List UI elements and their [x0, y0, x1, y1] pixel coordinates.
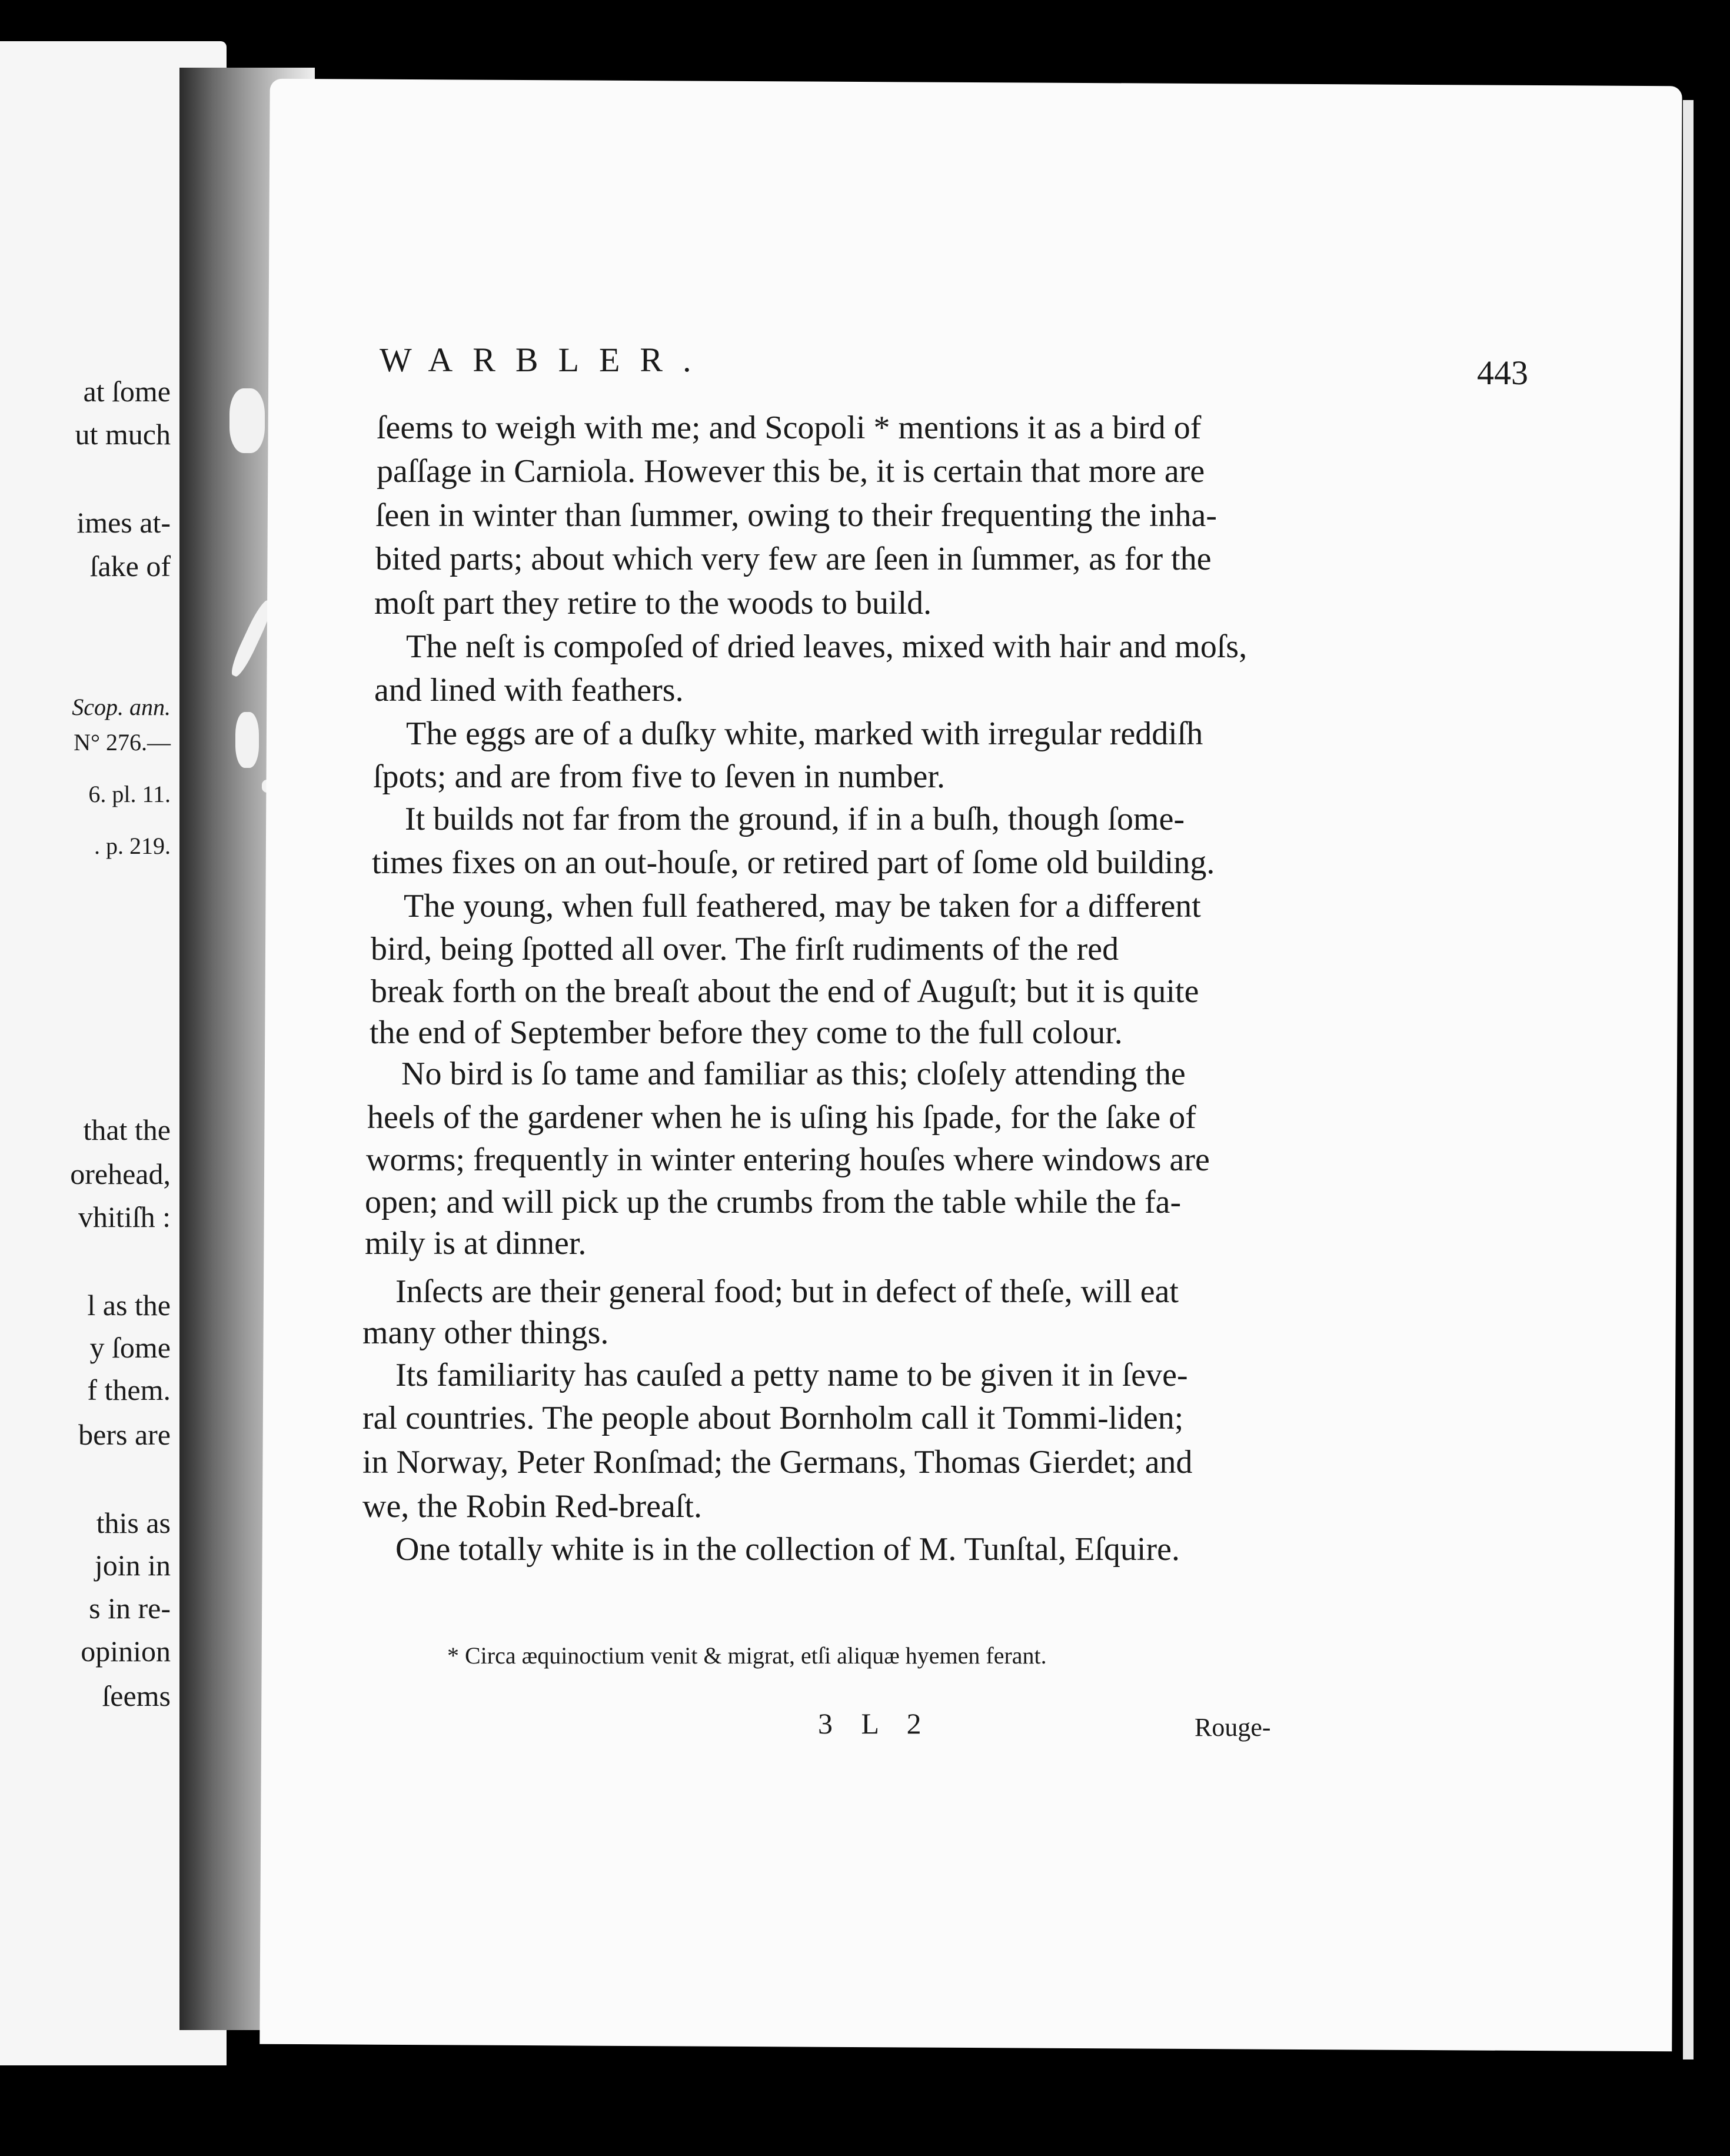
body-line: moſt part they retire to the woods to build. [374, 585, 932, 621]
body-line: ſpots; and are from five to ſeven in number. [373, 758, 945, 795]
left-text-line: at ſome [83, 375, 171, 408]
left-footnote-line: N° 276.— [74, 729, 171, 756]
paper-speck [235, 712, 259, 768]
left-text-line: y ſome [89, 1331, 171, 1364]
left-text-line: vhitiſh : [78, 1200, 171, 1233]
body-line: ral countries. The people about Bornholm call it Tommi-liden; [362, 1400, 1184, 1436]
body-line: the end of September before they come to the full colour. [370, 1014, 1123, 1051]
body-line: we, the Robin Red-breaſt. [362, 1488, 702, 1525]
body-line: in Norway, Peter Ronſmad; the Germans, Thomas Gierdet; and [362, 1444, 1193, 1480]
body-line: ſeen in winter than ſummer, owing to their frequenting the inha- [375, 497, 1217, 534]
left-text-line: ſake of [89, 550, 171, 583]
body-line: It builds not far from the ground, if in a buſh, though ſome- [405, 801, 1185, 837]
body-line: break forth on the breaſt about the end of Auguſt; but it is quite [371, 973, 1199, 1010]
body-line: The young, when full feathered, may be taken for a different [404, 888, 1201, 924]
signature-mark: 3 L 2 [818, 1707, 932, 1740]
paper-speck [229, 388, 265, 453]
body-line: The eggs are of a duſky white, marked with irregular reddiſh [406, 716, 1203, 752]
left-text-line: l as the [87, 1289, 171, 1322]
running-head: WARBLER. [380, 341, 711, 379]
body-line: paſſage in Carniola. However this be, it is certain that more are [377, 453, 1205, 490]
left-text-line: opinion [81, 1635, 171, 1668]
body-line: Inſects are their general food; but in defect of theſe, will eat [395, 1273, 1179, 1310]
left-text-line: imes at- [76, 506, 171, 539]
body-line: ſeems to weigh with me; and Scopoli * mentions it as a bird of [377, 410, 1202, 446]
body-line: The neſt is compoſed of dried leaves, mixed with hair and moſs, [406, 628, 1247, 665]
body-line: mily is at dinner. [365, 1225, 587, 1262]
footnote: * Circa æquinoctium venit & migrat, etſi aliquæ hyemen ferant. [447, 1642, 1047, 1669]
body-line: No bird is ſo tame and familiar as this; cloſely attending the [401, 1056, 1186, 1092]
left-footnote-line: . p. 219. [94, 833, 171, 859]
left-text-line: f them. [87, 1373, 171, 1406]
left-text-line: ut much [75, 418, 171, 451]
left-text-line: join in [94, 1549, 171, 1582]
body-line: worms; frequently in winter entering houſes where windows are [366, 1142, 1210, 1178]
body-line: Its familiarity has cauſed a petty name to be given it in ſeve- [395, 1357, 1188, 1393]
body-line: bird, being ſpotted all over. The firſt rudiments of the red [371, 931, 1119, 967]
body-line: heels of the gardener when he is uſing his ſpade, for the ſake of [367, 1099, 1196, 1136]
left-text-line: this as [96, 1506, 171, 1539]
left-footnote-line: Scop. ann. [72, 694, 171, 720]
body-line: many other things. [362, 1315, 609, 1351]
page-edge [1683, 100, 1694, 2059]
body-line: times fixes on an out-houſe, or retired part of ſome old building. [372, 844, 1215, 881]
catchword: Rouge- [1195, 1713, 1271, 1742]
left-text-line: ſeems [102, 1679, 171, 1712]
page-number: 443 [1477, 354, 1528, 392]
body-line: open; and will pick up the crumbs from the table while the fa- [365, 1184, 1182, 1220]
left-text-line: that the [83, 1113, 171, 1146]
left-text-line: orehead, [70, 1157, 171, 1190]
body-line: and lined with feathers. [374, 672, 684, 708]
body-line: One totally white is in the collection of M. Tunſtal, Eſquire. [395, 1531, 1180, 1568]
left-text-line: bers are [78, 1418, 171, 1451]
left-text-line: s in re- [89, 1592, 171, 1625]
body-line: bited parts; about which very few are ſeen in ſummer, as for the [375, 541, 1212, 577]
left-footnote-line: 6. pl. 11. [88, 781, 171, 807]
